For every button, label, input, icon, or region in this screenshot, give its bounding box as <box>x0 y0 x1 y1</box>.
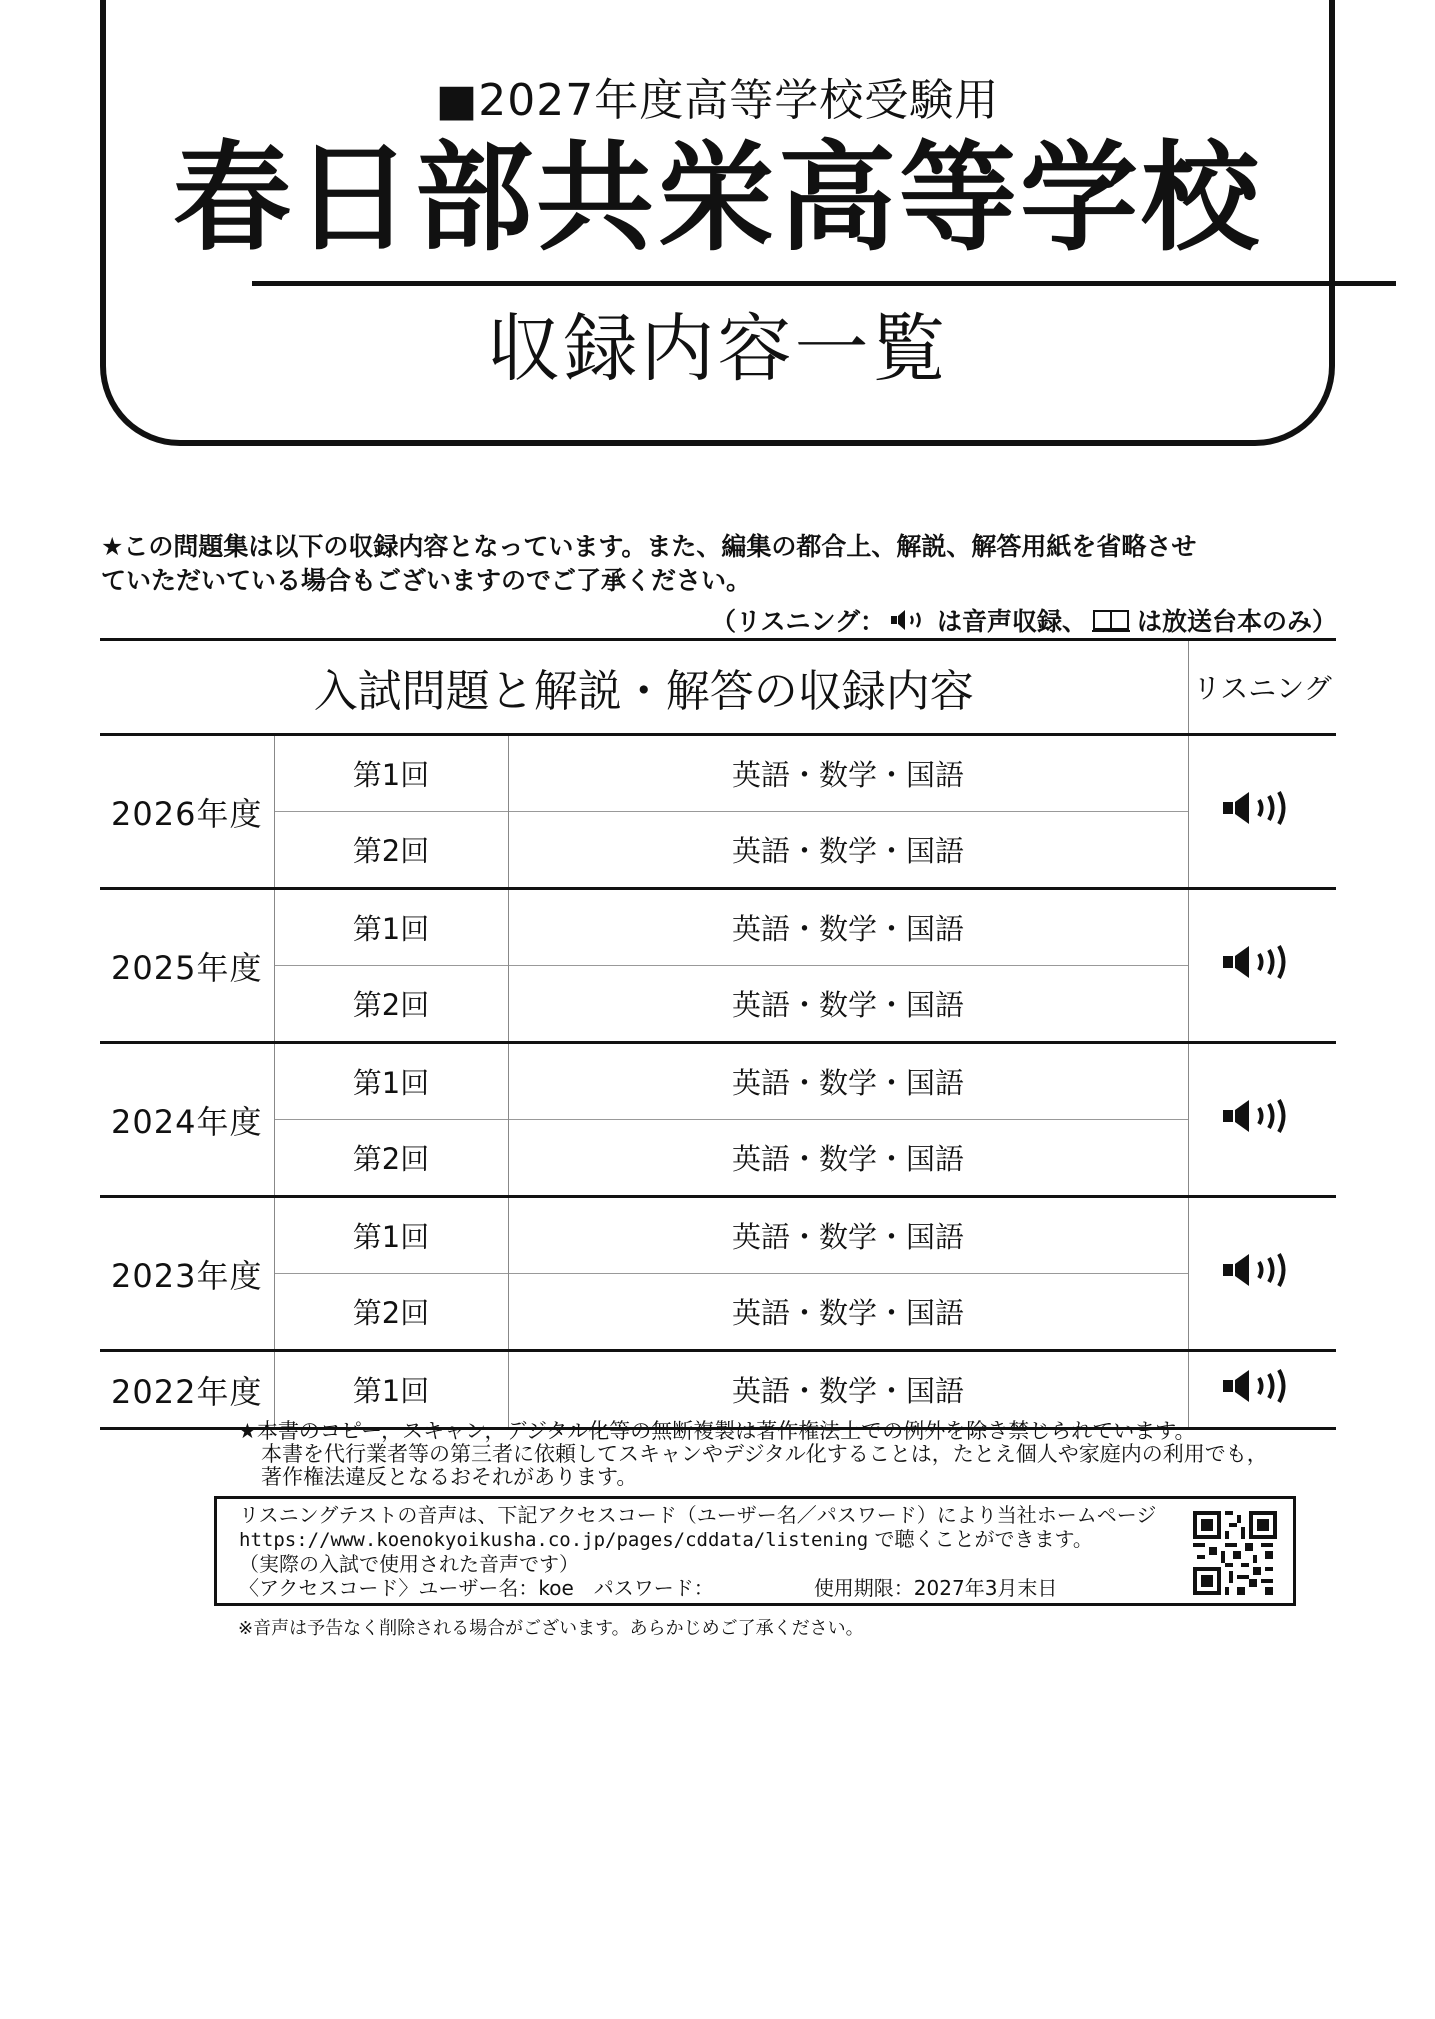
table-header-row <box>100 640 1336 735</box>
table-row <box>100 812 1336 889</box>
speaker-icon <box>1219 788 1305 828</box>
qr-code-icon[interactable] <box>1193 1511 1277 1595</box>
subjects-cell: 英語・数学・国語 <box>508 1120 1188 1197</box>
subjects-cell: 英語・数学・国語 <box>508 735 1188 812</box>
speaker-icon <box>1219 942 1305 982</box>
audio-url-line <box>239 1527 1271 1552</box>
audio-line-1: リスニングテストの音声は、下記アクセスコード（ユーザー名／パスワード）により当社ホームページ <box>239 1503 1157 1527</box>
year-cell: 2026年度 <box>100 735 274 889</box>
year-cell: 2022年度 <box>100 1351 274 1429</box>
subjects-cell: 英語・数学・国語 <box>508 966 1188 1043</box>
notice-line-1: ★この問題集は以下の収録内容となっています。また、編集の都合上、解説、解答用紙を省略させ <box>101 532 1197 561</box>
expiry-date: 使用期限：2027年3月末日 <box>813 1576 1058 1600</box>
table-row <box>100 1043 1336 1120</box>
subjects-cell: 英語・数学・国語 <box>508 812 1188 889</box>
header-caption: 収録内容一覧 <box>486 306 949 392</box>
listening-url-link[interactable]: https://www.koenokyoikusha.co.jp/pages/cddata/listening <box>239 1529 869 1551</box>
audio-access-box <box>214 1496 1296 1606</box>
round-cell: 第2回 <box>274 812 508 889</box>
header-subtitle: ■2027年度高等学校受験用 <box>435 75 1000 126</box>
round-cell: 第1回 <box>274 1351 508 1429</box>
speaker-icon <box>1219 1366 1305 1406</box>
access-code: 〈アクセスコード〉ユーザー名：koe パスワード： <box>239 1576 714 1600</box>
table-row <box>100 1351 1336 1429</box>
table-row <box>100 1274 1336 1351</box>
listening-cell <box>1188 889 1336 1043</box>
listening-cell <box>1188 1197 1336 1351</box>
book-icon <box>1091 607 1133 633</box>
notice-line-2: ていただいている場合もございますのでご了承ください。 <box>101 566 752 595</box>
year-cell: 2023年度 <box>100 1197 274 1351</box>
table-row <box>100 1120 1336 1197</box>
audio-line-3: （実際の入試で使用された音声です） <box>239 1552 579 1576</box>
round-cell: 第2回 <box>274 1274 508 1351</box>
round-cell: 第1回 <box>274 1197 508 1274</box>
title-underline <box>252 281 1396 286</box>
listening-cell <box>1188 1043 1336 1197</box>
table-row <box>100 1197 1336 1274</box>
table-row <box>100 966 1336 1043</box>
round-cell: 第1回 <box>274 735 508 812</box>
subjects-cell: 英語・数学・国語 <box>508 1043 1188 1120</box>
notice <box>101 530 1337 598</box>
footnote: ※音声は予告なく削除される場合がございます。あらかじめご了承ください。 <box>238 1618 864 1639</box>
audio-url-suffix: で聴くことができます。 <box>868 1527 1093 1551</box>
subjects-cell: 英語・数学・国語 <box>508 1197 1188 1274</box>
contents-table <box>100 638 1336 1430</box>
subjects-cell: 英語・数学・国語 <box>508 889 1188 966</box>
table-header-contents: 入試問題と解説・解答の収録内容 <box>100 640 1188 735</box>
access-code-line <box>239 1576 1271 1600</box>
legend-book: は放送台本のみ） <box>1136 607 1337 636</box>
table-header-listening: リスニング <box>1188 640 1336 735</box>
listening-legend <box>711 602 1337 638</box>
subjects-cell: 英語・数学・国語 <box>508 1274 1188 1351</box>
legend-open: （リスニング： <box>710 607 885 636</box>
copyright-notice <box>238 1420 1298 1489</box>
speaker-icon <box>1219 1096 1305 1136</box>
round-cell: 第2回 <box>274 1120 508 1197</box>
table-row <box>100 889 1336 966</box>
round-cell: 第2回 <box>274 966 508 1043</box>
listening-cell <box>1188 735 1336 889</box>
legend-audio: は音声収録、 <box>936 607 1087 636</box>
header-box <box>100 0 1335 446</box>
school-title: 春日部共栄高等学校 <box>172 129 1262 267</box>
table-row <box>100 735 1336 812</box>
year-cell: 2024年度 <box>100 1043 274 1197</box>
copyright-line-2: 本書を代行業者等の第三者に依頼してスキャンやデジタル化することは，たとえ個人や家庭内の利用でも， <box>261 1442 1268 1466</box>
listening-cell <box>1188 1351 1336 1429</box>
copyright-line-3: 著作権法違反となるおそれがあります。 <box>261 1465 638 1489</box>
subjects-cell: 英語・数学・国語 <box>508 1351 1188 1429</box>
year-cell: 2025年度 <box>100 889 274 1043</box>
speaker-icon <box>1219 1250 1305 1290</box>
round-cell: 第1回 <box>274 889 508 966</box>
copyright-line-1: ★本書のコピー，スキャン，デジタル化等の無断複製は著作権法上での例外を除き禁じられています。 <box>238 1419 1196 1443</box>
round-cell: 第1回 <box>274 1043 508 1120</box>
speaker-icon <box>889 608 933 632</box>
